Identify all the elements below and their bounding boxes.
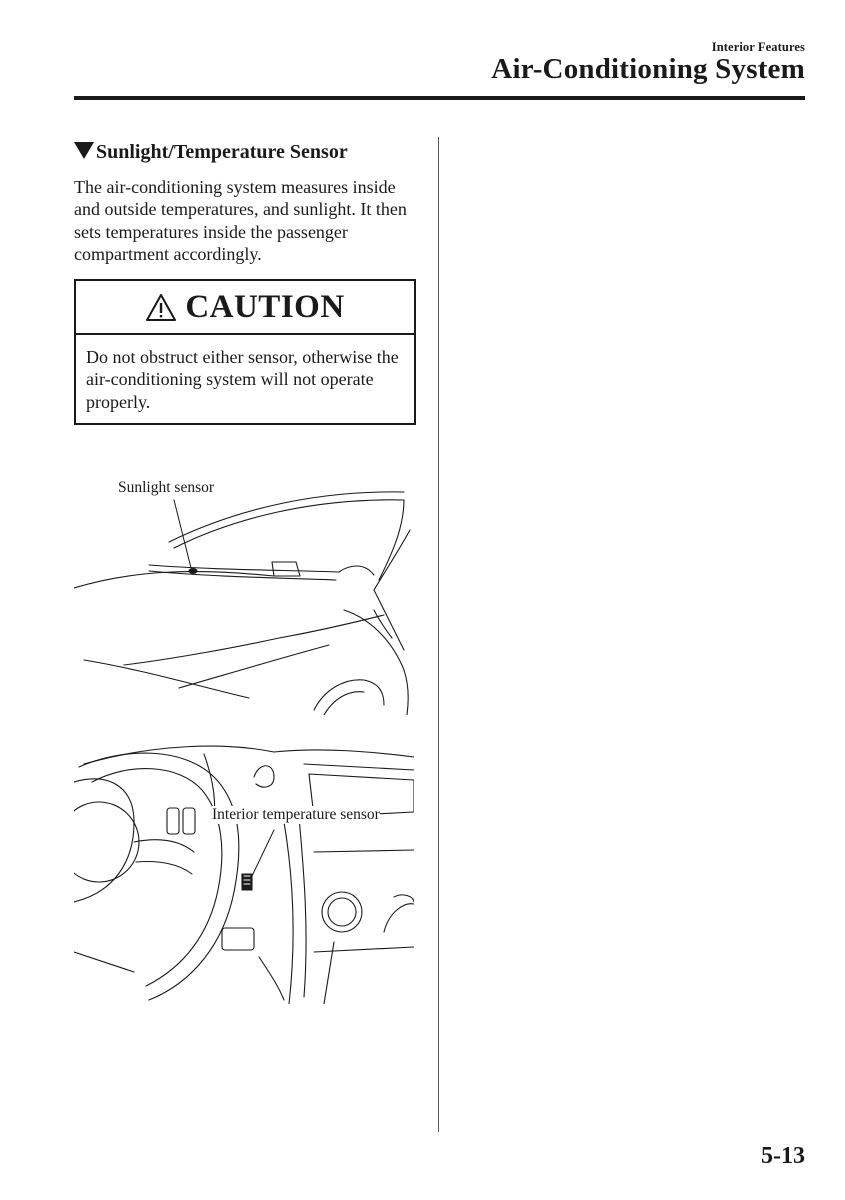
dashboard-illustration bbox=[74, 742, 414, 1004]
caution-header bbox=[76, 281, 414, 335]
page-number: 5-13 bbox=[761, 1143, 805, 1169]
interior-sensor-figure bbox=[74, 742, 414, 1004]
caution-title: CAUTION bbox=[185, 288, 345, 325]
chapter-title: Air-Conditioning System bbox=[491, 53, 805, 85]
caution-text: Do not obstruct either sensor, otherwise the air-conditioning system will not operate properly. bbox=[86, 347, 399, 412]
warning-icon bbox=[145, 293, 177, 322]
triangle-marker-icon bbox=[74, 142, 94, 159]
header-rule bbox=[74, 96, 805, 100]
caution-box bbox=[74, 279, 416, 425]
interior-sensor-label: Interior temperature sensor bbox=[212, 806, 380, 823]
body-paragraph: The air-conditioning system measures inside and outside temperatures, and sunlight. It then sets temperatures inside the passenger compartment accordingly. bbox=[74, 177, 407, 264]
subsection-heading-text: Sunlight/Temperature Sensor bbox=[96, 141, 348, 163]
column-divider bbox=[438, 137, 439, 1132]
subsection-heading bbox=[74, 141, 348, 164]
sunlight-sensor-label: Sunlight sensor bbox=[118, 479, 215, 496]
sunlight-sensor-figure bbox=[74, 470, 414, 715]
section-label: Interior Features bbox=[711, 40, 805, 54]
windshield-illustration bbox=[74, 470, 414, 715]
